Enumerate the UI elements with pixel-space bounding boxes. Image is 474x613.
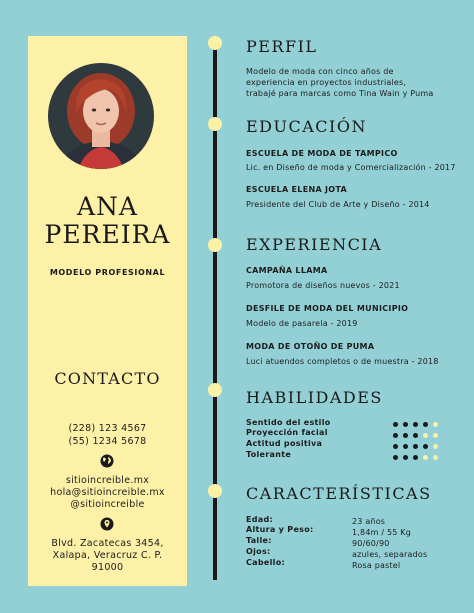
trait-label: Talle: (246, 536, 272, 545)
skill-dot-filled (403, 433, 408, 438)
perfil-line: Modelo de moda con cinco años de (246, 67, 394, 76)
phone-2: (55) 1234 5678 (68, 436, 147, 447)
timeline-dot (208, 117, 222, 131)
skill-dot-filled (423, 444, 428, 449)
globe-icon (100, 453, 114, 467)
trait-value: azules, separados (352, 550, 428, 559)
skill-label: Sentido del estilo (246, 418, 331, 427)
skill-label: Proyección facial (246, 428, 328, 437)
address-line-1: Blvd. Zacatecas 3454, (51, 538, 164, 549)
location-icon (100, 516, 114, 530)
website[interactable]: sitioincreible.mx (65, 475, 150, 486)
section-title-caracteristicas: CARACTERÍSTICAS (246, 484, 432, 503)
timeline-dot (208, 383, 222, 397)
skill-dot-empty (433, 455, 438, 460)
trait-label: Cabello: (246, 558, 286, 567)
experience-heading: CAMPAÑA LLAMA (246, 266, 328, 275)
perfil-line: trabajé para marcas como Tina Wain y Puma (246, 89, 434, 98)
skill-dot-filled (403, 444, 408, 449)
experience-detail: Luci atuendos completos o de muestra - 2018 (246, 357, 439, 366)
skill-dot-empty (433, 433, 438, 438)
role-title: MODELO PROFESIONAL (49, 268, 166, 277)
skill-dot-empty (433, 422, 438, 427)
skill-dot-empty (423, 455, 428, 460)
contact-title: CONTACTO (54, 369, 161, 388)
skill-dot-filled (413, 422, 418, 427)
skill-dot-filled (423, 422, 428, 427)
skill-dot-empty (423, 433, 428, 438)
trait-value: 1,84m / 55 Kg (352, 528, 412, 537)
skill-label: Tolerante (246, 450, 292, 459)
email[interactable]: hola@sitioincreible.mx (50, 487, 165, 498)
trait-value: Rosa pastel (352, 561, 401, 570)
section-title-habilidades: HABILIDADES (246, 388, 383, 407)
experience-detail: Promotora de diseños nuevos - 2021 (246, 281, 400, 290)
last-name: PEREIRA (44, 220, 171, 249)
skill-dot-filled (393, 422, 398, 427)
skill-dot-filled (413, 455, 418, 460)
skill-dot-filled (413, 433, 418, 438)
education-heading: ESCUELA DE MODA DE TAMPICO (246, 149, 398, 158)
skill-dot-filled (403, 455, 408, 460)
experience-detail: Modelo de pasarela - 2019 (246, 319, 358, 328)
section-title-experiencia: EXPERIENCIA (246, 235, 383, 254)
education-detail: Presidente del Club de Arte y Diseño - 2014 (246, 200, 430, 209)
address-line-2: Xalapa, Veracruz C. P. (52, 550, 163, 561)
experience-heading: DESFILE DE MODA DEL MUNICIPIO (246, 304, 409, 313)
skill-dot-filled (393, 433, 398, 438)
trait-label: Edad: (246, 515, 274, 524)
skill-dot-filled (403, 422, 408, 427)
skill-label: Actitud positiva (246, 439, 323, 448)
address-line-3: 91000 (91, 562, 124, 573)
skill-dot-filled (413, 444, 418, 449)
profile-photo (48, 63, 154, 169)
education-detail: Lic. en Diseño de moda y Comercialización - 2017 (246, 163, 456, 172)
skill-dot-filled (393, 444, 398, 449)
social-handle[interactable]: @sitioincreible (70, 499, 145, 510)
first-name: ANA (77, 192, 138, 221)
timeline-dot (208, 36, 222, 50)
timeline-dot (208, 238, 222, 252)
skill-dot-empty (433, 444, 438, 449)
education-heading: ESCUELA ELENA JOTA (246, 185, 348, 194)
section-title-perfil: PERFIL (246, 37, 318, 56)
trait-label: Altura y Peso: (246, 525, 314, 534)
trait-value: 90/60/90 (352, 539, 390, 548)
trait-value: 23 años (352, 517, 386, 526)
phone-1: (228) 123 4567 (68, 423, 147, 434)
experience-heading: MODA DE OTOÑO DE PUMA (246, 342, 375, 351)
section-title-educacion: EDUCACIÓN (246, 117, 367, 136)
trait-label: Ojos: (246, 547, 271, 556)
skill-dot-filled (393, 455, 398, 460)
timeline-dot (208, 484, 222, 498)
perfil-line: experiencia en proyectos industriales, (246, 78, 407, 87)
